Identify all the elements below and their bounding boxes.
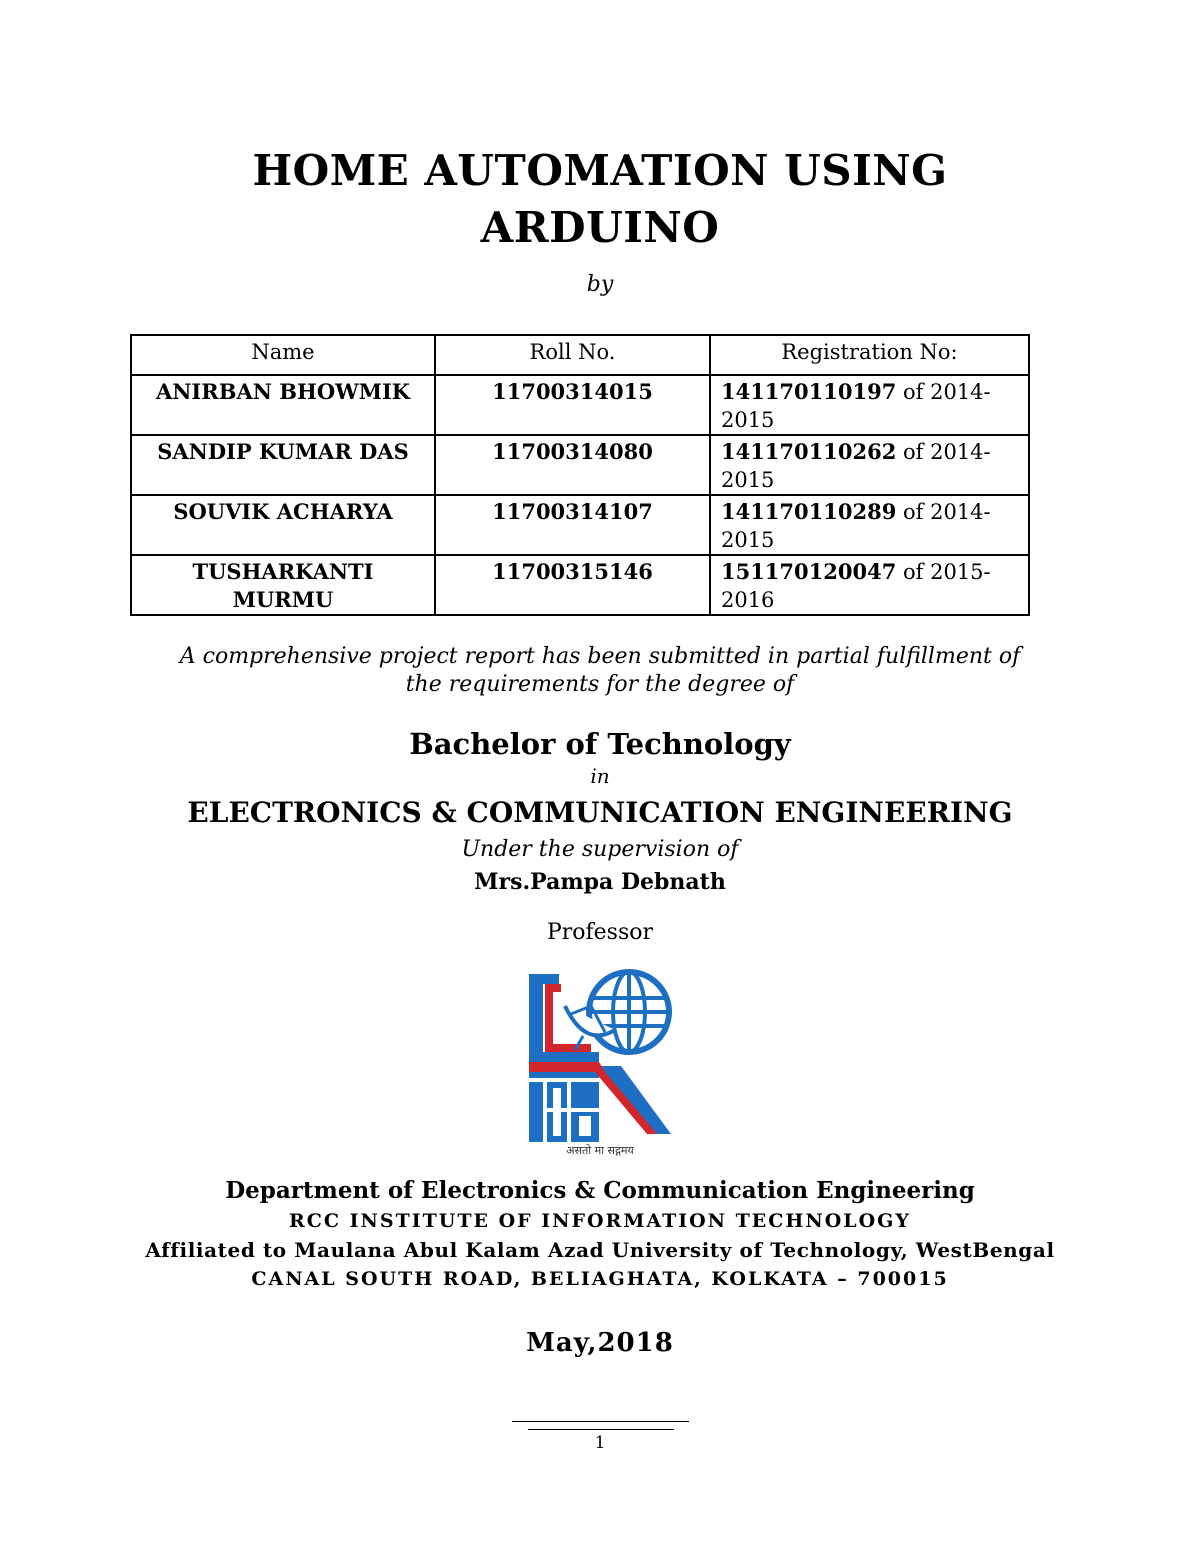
member-name: SANDIP KUMAR DAS: [131, 435, 435, 495]
table-row: [131, 555, 1029, 615]
member-name: TUSHARKANTI MURMU: [131, 555, 435, 615]
table-row: [131, 375, 1029, 435]
degree-title: Bachelor of Technology: [409, 727, 791, 761]
title-line-1: HOME AUTOMATION USING: [252, 146, 948, 195]
statement-line-2: the requirements for the degree of: [405, 672, 795, 697]
supervision-label: Under the supervision of: [461, 837, 739, 862]
registration-number: 151170120047: [720, 559, 897, 584]
registration-number: 141170110262: [720, 439, 897, 464]
title-line-2: ARDUINO: [480, 203, 720, 252]
member-name: SOUVIK ACHARYA: [131, 495, 435, 555]
affiliation: Affiliated to Maulana Abul Kalam Azad University of Technology, WestBengal: [145, 1238, 1055, 1262]
supervisor-name: Mrs.Pampa Debnath: [474, 869, 726, 895]
globe-icon: [589, 972, 669, 1052]
submission-date: May,2018: [526, 1328, 674, 1358]
registration-session: of 2014-2015: [720, 440, 991, 492]
member-registration: [710, 495, 1029, 555]
header-name: Name: [131, 335, 435, 375]
rcc-iit-logo: [525, 966, 675, 1158]
member-registration: [710, 375, 1029, 435]
statement-line-1: A comprehensive project report has been submitted in partial fulfillment of: [179, 644, 1021, 669]
header-registration: Registration No:: [710, 335, 1029, 375]
members-table: [130, 334, 1030, 616]
table-row: [131, 435, 1029, 495]
registration-session: of 2014-2015: [720, 380, 991, 432]
registration-number: 141170110289: [720, 499, 897, 524]
institute-address: CANAL SOUTH ROAD, BELIAGHATA, KOLKATA – 700015: [251, 1268, 949, 1290]
footer-rule: [528, 1429, 674, 1430]
member-name: ANIRBAN BHOWMIK: [131, 375, 435, 435]
table-header-row: [131, 335, 1029, 375]
footer-rule: [512, 1421, 689, 1422]
institute-name: RCC INSTITUTE OF INFORMATION TECHNOLOGY: [289, 1210, 911, 1232]
table-row: [131, 495, 1029, 555]
discipline-title: ELECTRONICS & COMMUNICATION ENGINEERING: [187, 796, 1013, 829]
by-label: by: [586, 272, 614, 297]
member-roll: 11700315146: [435, 555, 710, 615]
member-roll: 11700314015: [435, 375, 710, 435]
member-registration: [710, 435, 1029, 495]
page-number: 1: [594, 1433, 606, 1453]
department-name: Department of Electronics & Communication Engineering: [225, 1177, 975, 1204]
document-title: [0, 142, 1200, 256]
logo-iit-block: [529, 1066, 599, 1142]
registration-session: of 2015-2016: [720, 560, 991, 612]
registration-session: of 2014-2015: [720, 500, 991, 552]
submission-statement: [0, 643, 1200, 699]
in-label: in: [590, 764, 610, 788]
logo-motto: असतो मा सद्गमय: [566, 1144, 634, 1157]
member-roll: 11700314080: [435, 435, 710, 495]
member-registration: [710, 555, 1029, 615]
header-roll: Roll No.: [435, 335, 710, 375]
registration-number: 141170110197: [720, 379, 897, 404]
supervisor-designation: Professor: [546, 920, 654, 945]
member-roll: 11700314107: [435, 495, 710, 555]
